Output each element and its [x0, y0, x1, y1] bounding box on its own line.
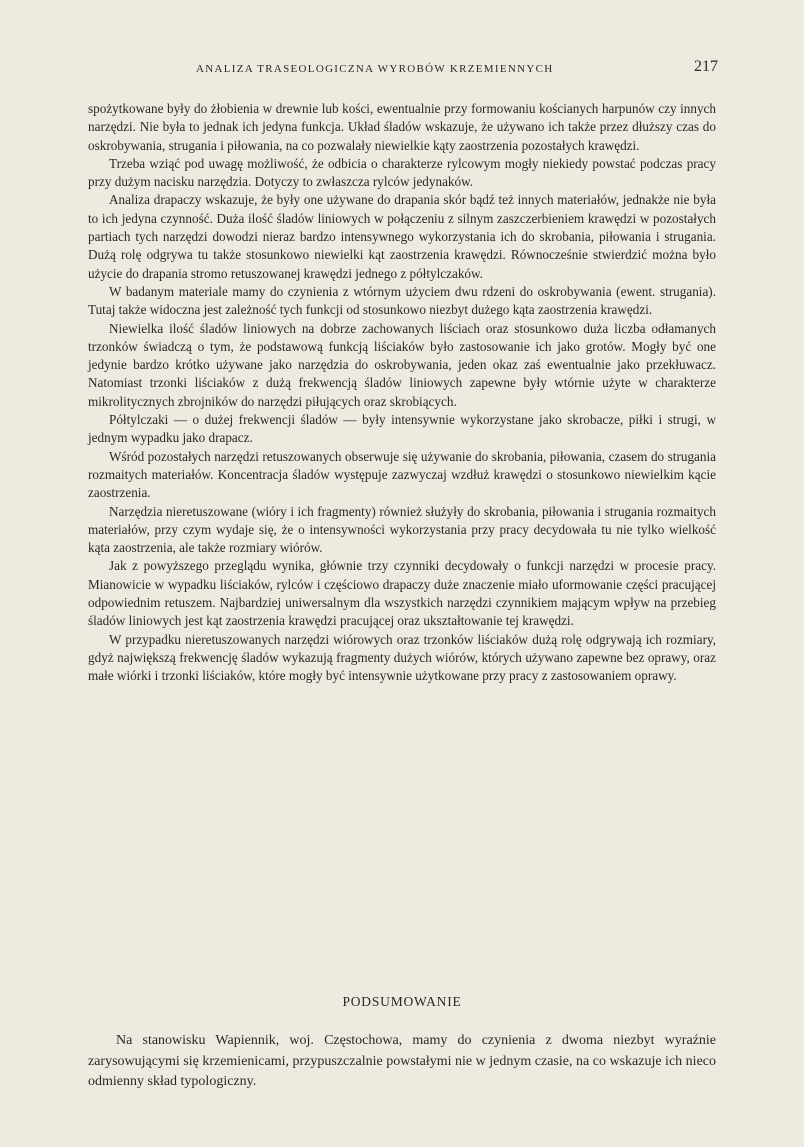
running-title: ANALIZA TRASEOLOGICZNA WYROBÓW KRZEMIENNYCH	[196, 63, 554, 75]
paragraph-blade-size: W przypadku nieretuszowanych narzędzi wiórowych oraz trzonków liściaków dużą rolę odgrywają ich rozmiary, gdyż największą frekwencję śladów wykazują fragmenty dużych wiórów, których używano zapewne bez oprawy, oraz małe wiórki i trzonki liściaków, które mogły być intensywnie użytkowane przy pracy z zastosowaniem oprawy.	[88, 631, 716, 684]
paragraph-unretouched-tools: Narzędzia nieretuszowane (wióry i ich fragmenty) również służyły do skrobania, piłowania i strugania rozmaitych materiałów, przy czym wydaje się, że o intensywności wykorzystania przy pracy decydowała tu nie tylko wielkość kąta zaostrzenia, ale także rozmiary wiórów.	[88, 503, 716, 556]
section-heading: PODSUMOWANIE	[342, 994, 462, 1009]
paragraph-burins: Trzeba wziąć pod uwagę możliwość, że odbicia o charakterze rylcowym mogły niekiedy powstać podczas pracy przy dużym nacisku narzędzia. Dotyczy to zwłaszcza rylców jedynaków.	[88, 155, 716, 190]
paragraph-cores: W badanym materiale mamy do czynienia z wtórnym użyciem dwu rdzeni do oskrobywania (ewent. strugania). Tutaj także widoczna jest zależność tych funkcji od stosunkowo niezbyt dużego kąta zaostrzenia krawędzi.	[88, 283, 716, 318]
page-number: 217	[694, 58, 718, 75]
summary-paragraph: Na stanowisku Wapiennik, woj. Częstochowa, mamy do czynienia z dwoma niezbyt wyraźnie zarysowującymi się krzemienicami, przypuszczalnie powstałymi nie w jednym czasie, na co wskazuje ich nieco odmienny skład typologiczny.	[88, 1033, 716, 1089]
summary-text	[88, 1031, 716, 1093]
paragraph-retouched-tools: Wśród pozostałych narzędzi retuszowanych obserwuje się używanie do skrobania, piłowania, czasem do strugania rozmaitych materiałów. Koncentracja śladów występuje zazwyczaj wzdłuż krawędzi o stosunkowo niewielkim kącie zaostrzenia.	[88, 448, 716, 501]
paragraph-leaf-points: Niewielka ilość śladów liniowych na dobrze zachowanych liściach oraz stosunkowo duża liczba odłamanych trzonków świadczą o tym, że podstawową funkcją liściaków było zastosowanie ich jako grotów. Mogły być one jedynie bardzo krótko używane jako narzędzia do oskrobywania, jeden okaz zaś ewentualnie jako przekłuwacz. Natomiast trzonki liściaków z dużą frekwencją śladów liniowych zapewne były wtórnie użyte w charakterze mikrolitycznych zbrojników do narzędzi piłujących oraz skrobiących.	[88, 320, 716, 409]
page-header	[88, 58, 718, 82]
paragraph-half-backed: Półtylczaki — o dużej frekwencji śladów — były intensywnie wykorzystane jako skrobacze, piłki i strugi, w jednym wypadku jako drapacz.	[88, 412, 716, 446]
paragraph-continuation: spożytkowane były do żłobienia w drewnie lub kości, ewentualnie przy formowaniu kościanych harpunów czy innych narzędzi. Nie była to jednak ich jedyna funkcja. Układ śladów wskazuje, że używano ich także przez dłuższy czas do oskrobywania, strugania i piłowania, na co pozwalały niewielkie kąty zaostrzenia pozostałych krawędzi.	[88, 101, 716, 153]
body-text	[88, 100, 716, 686]
paragraph-scrapers: Analiza drapaczy wskazuje, że były one używane do drapania skór bądź też innych materiałów, jednakże nie była to ich jedyna czynność. Duża ilość śladów liniowych w połączeniu z silnym zaszczerbieniem krawędzi w pozostałych partiach tych narzędzi dowodzi nieraz bardzo intensywnego wykorzystania ich do skrobania, piłowania i strugania. Dużą rolę odgrywa tu także stosunkowo niewielki kąt zaostrzenia krawędzi. Równocześnie stwierdzić można było użycie do drapania stromo retuszowanej krawędzi jednego z półtylczaków.	[88, 192, 716, 281]
paragraph-factors: Jak z powyższego przeglądu wynika, głównie trzy czynniki decydowały o funkcji narzędzi w procesie pracy. Mianowicie w wypadku liściaków, rylców i częściowo drapaczy duże znaczenie miało uformowanie części pracującej odpowiednim retuszem. Najbardziej uniwersalnym dla wszystkich narzędzi czynnikiem mającym wpływ na przebieg śladów liniowych jest kąt zaostrzenia krawędzi pracującej oraz ukształtowanie tej krawędzi.	[88, 558, 716, 629]
